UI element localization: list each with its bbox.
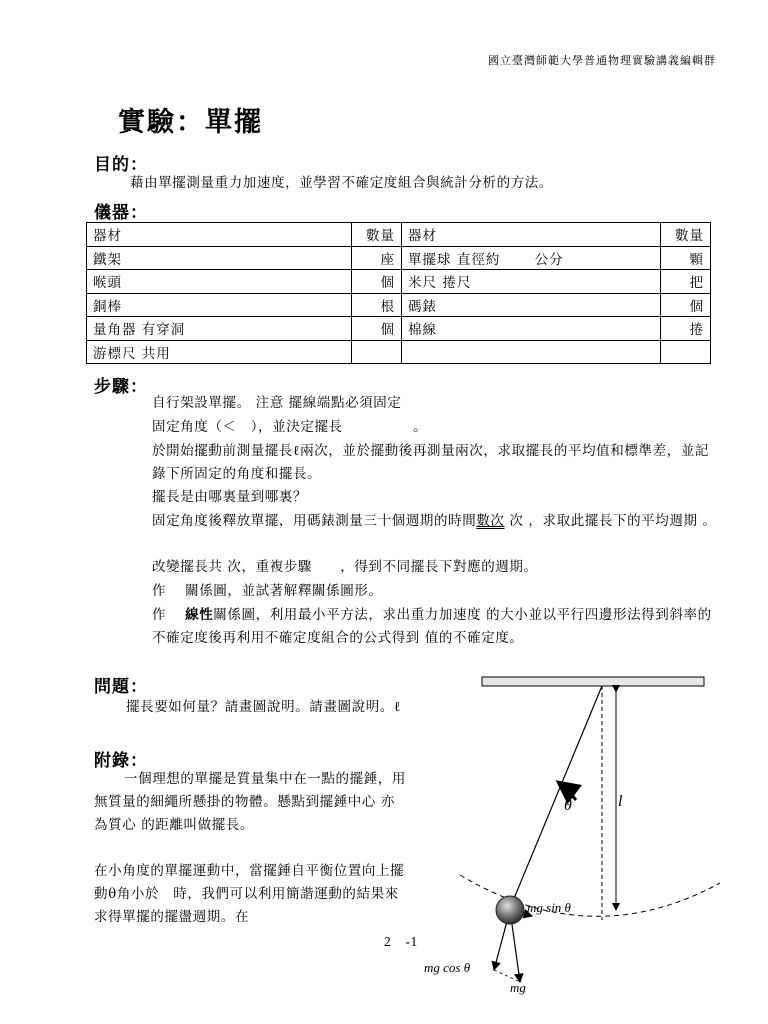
table-cell: 捲 <box>660 317 710 341</box>
theta-label: θ <box>564 797 572 814</box>
page-title: 實驗：單擺 <box>118 107 263 138</box>
column-header: 器材 <box>87 223 352 247</box>
table-cell <box>351 340 401 364</box>
table-row <box>87 340 711 364</box>
column-header: 器材 <box>402 223 661 247</box>
pendulum-figure <box>420 670 720 1000</box>
table-cell: 銅棒 <box>87 293 352 317</box>
page-number: 2 -1 <box>384 934 418 949</box>
mg-cos-label: mg cos θ <box>424 960 471 975</box>
apparatus-heading: 儀器： <box>94 203 148 223</box>
step-6: 改變擺長共 次，重複步驟 ，得到不同擺長下對應的週期。 <box>152 559 538 575</box>
step-5 <box>152 510 722 533</box>
purpose-text: 藉由單擺測量重力加速度，並學習不確定度組合與統計分析的方法。 <box>130 175 553 191</box>
table-cell: 碼錶 <box>402 293 661 317</box>
pendulum-bob <box>496 896 524 924</box>
appendix-paragraph-1: 一個理想的單擺是質量集中在一點的擺錘，用無質量的細繩所懸掛的物體。懸點到擺錘中心 亦為質心 的距離叫做擺長。 <box>94 771 406 833</box>
table-cell: 個 <box>351 317 401 341</box>
question-text: 擺長要如何量？請畫圖說明。請畫圖說明。ℓ <box>126 699 401 715</box>
step-8 <box>152 604 722 650</box>
step-8-emphasis: 線性 <box>185 607 214 623</box>
column-header: 數量 <box>351 223 401 247</box>
apparatus-table <box>86 222 711 364</box>
step-3: 於開始擺動前測量擺長ℓ兩次，並於擺動後再測量兩次，求取擺長的平均值和標準差，並記錄下所固定的角度和擺長。 <box>152 443 709 482</box>
table-cell: 把 <box>660 270 710 294</box>
table-row <box>87 293 711 317</box>
mg-sin-label: mg sin θ <box>527 900 571 915</box>
table-cell: 棉線 <box>402 317 661 341</box>
table-cell: 座 <box>351 246 401 270</box>
table-cell: 米尺 捲尺 <box>402 270 661 294</box>
table-cell: 個 <box>351 270 401 294</box>
step-8-text-c: 關係圖，利用最小平方法，求出重力加速度 的大小並以平行四邊形法得到斜率的不確定度後再利用不確定度組合的公式得到 值的不確定度。 <box>152 607 712 646</box>
table-cell <box>660 340 710 364</box>
table-cell <box>402 340 661 364</box>
table-row <box>87 270 711 294</box>
table-header-row <box>87 223 711 247</box>
table-row <box>87 317 711 341</box>
column-header: 數量 <box>660 223 710 247</box>
ceiling-support <box>482 677 704 686</box>
table-row <box>87 246 711 270</box>
step-2: 固定角度（＜ ），並決定擺長 。 <box>152 419 428 435</box>
mg-label: mg <box>510 980 526 995</box>
purpose-heading: 目的： <box>94 155 148 175</box>
table-cell: 量角器 有穿洞 <box>87 317 352 341</box>
question-heading: 問題： <box>94 677 148 697</box>
appendix-paragraph-2: 在小角度的單擺運動中，當擺錘自平衡位置向上擺動θ角小於 時，我們可以利用簡諧運動的結果來求得單擺的擺盪週期。在 <box>94 863 405 925</box>
table-cell: 個 <box>660 293 710 317</box>
steps-heading: 步驟： <box>94 377 148 397</box>
step-8-text-a: 作 <box>152 607 186 623</box>
step-5-emphasis: 數次 <box>476 513 505 529</box>
table-cell: 鐵架 <box>87 246 352 270</box>
step-1: 自行架設單擺。 注意 擺線端點必須固定 <box>152 395 402 411</box>
step-7: 作 關係圖，並試著解釋關係圖形。 <box>152 583 383 599</box>
page-header: 國立臺灣師範大學普通物理實驗講義編輯群 <box>488 54 716 67</box>
table-cell: 單擺球 直徑約 公分 <box>402 246 661 270</box>
step-5-text-c: 次 ，求取此擺長下的平均週期 。 <box>504 513 717 529</box>
appendix-heading: 附錄： <box>94 751 148 771</box>
length-label: l <box>618 793 623 810</box>
table-cell: 游標尺 共用 <box>87 340 352 364</box>
step-4: 擺長是由哪裏量到哪裏？ <box>152 489 308 505</box>
table-cell: 喉頭 <box>87 270 352 294</box>
step-5-text-a: 固定角度後釋放單擺，用碼錶測量三十個週期的時間 <box>152 513 477 529</box>
table-cell: 根 <box>351 293 401 317</box>
pendulum-string <box>510 686 602 908</box>
table-cell: 顆 <box>660 246 710 270</box>
